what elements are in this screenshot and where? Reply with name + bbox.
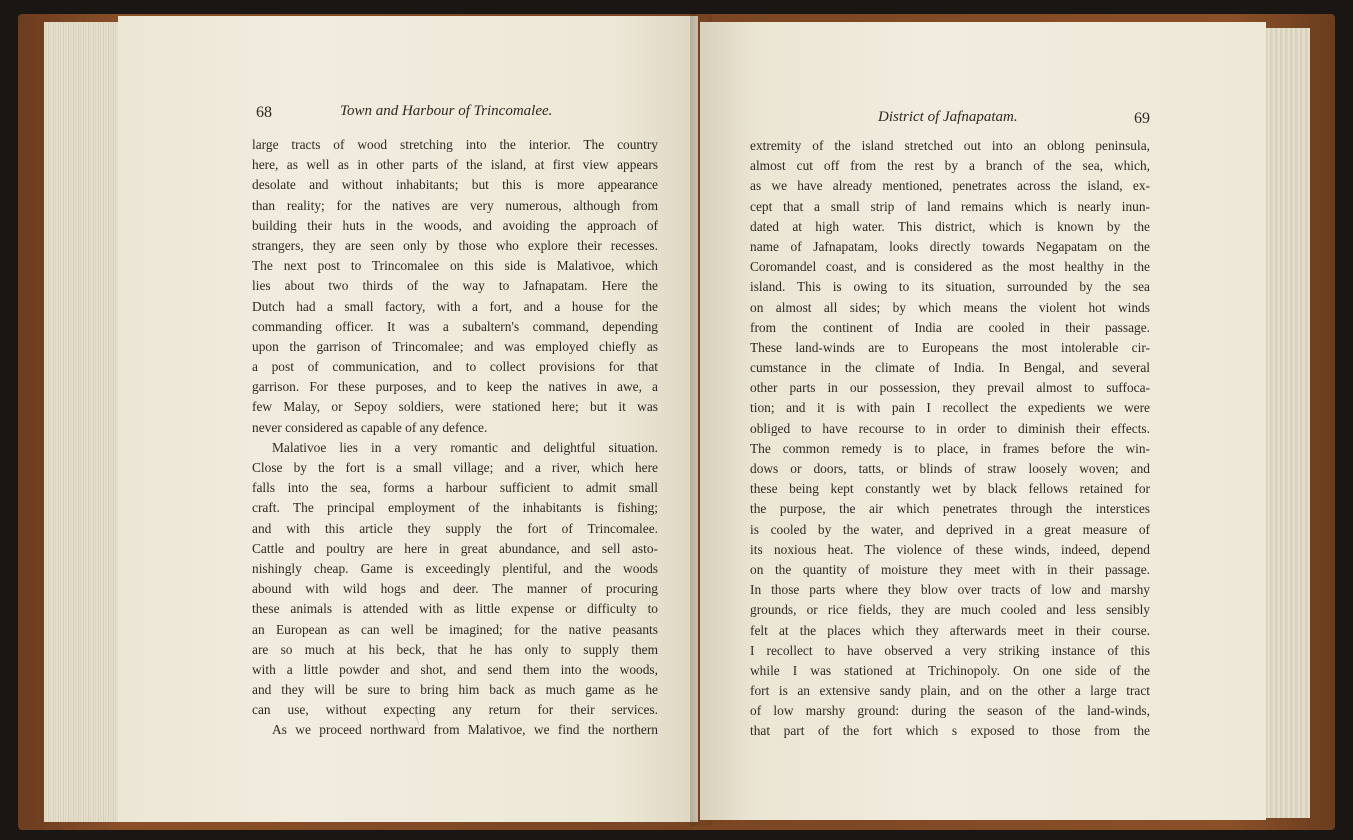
text-line: Cattle and poultry are here in great abundance, and sell asto- bbox=[252, 540, 658, 556]
text-line: are so much at his beck, that he has only to supply them bbox=[252, 641, 658, 657]
text-line: As we proceed northward from Malativoe, we find the northern bbox=[272, 722, 658, 738]
left-page-number: 68 bbox=[256, 104, 272, 121]
text-line: and with this article they supply the fort of Trincomalee. bbox=[252, 520, 658, 536]
text-line: grounds, or rice fields, they are much cooled and less sensibly bbox=[750, 602, 1150, 618]
text-line: from the continent of India are cooled in their passage. bbox=[750, 319, 1150, 335]
text-line: can use, without expecting any return for their services. bbox=[252, 702, 658, 718]
text-line: never considered as capable of any defence. bbox=[252, 419, 488, 435]
text-line: name of Jafnapatam, looks directly towards Negapatam on the bbox=[750, 238, 1150, 254]
text-line: dows or doors, tatts, or blinds of straw loosely woven; and bbox=[750, 461, 1150, 476]
text-line: here, as well as in other parts of the island, at first view appears bbox=[252, 157, 658, 173]
text-line: with a little powder and shot, and send them into the woods, bbox=[252, 661, 658, 677]
text-line: nishingly cheap. Game is exceedingly plentiful, and the woods bbox=[252, 560, 658, 576]
right-running-head: District of Jafnapatam. bbox=[878, 109, 1018, 125]
text-line: almost cut off from the rest by a branch of the sea, which, bbox=[750, 158, 1150, 174]
text-line: and they will be sure to bring him back as much game as he bbox=[252, 682, 658, 698]
text-line: obliged to have recourse to in order to diminish their effects. bbox=[750, 420, 1150, 436]
text-line: extremity of the island stretched out into an oblong peninsula, bbox=[750, 138, 1150, 153]
text-line: felt at the places which they afterwards meet in their course. bbox=[750, 622, 1150, 638]
text-line: that part of the fort which s exposed to those from the bbox=[750, 723, 1150, 739]
text-line: garrison. For these purposes, and to keep the natives in awe, a bbox=[252, 379, 658, 395]
text-line: the purpose, the air which penetrates through the interstices bbox=[750, 501, 1150, 517]
text-line: fort is an extensive sandy plain, and on the other a large tract bbox=[750, 683, 1150, 699]
text-line: falls into the sea, forms a harbour sufficient to admit small bbox=[252, 480, 658, 496]
text-line: desolate and without inhabitants; but this is more appearance bbox=[252, 177, 658, 193]
text-line: building their huts in the woods, and avoiding the approach of bbox=[252, 217, 658, 233]
text-line: is cooled by the water, and deprived in a great measure of bbox=[750, 521, 1150, 537]
text-line: Close by the fort is a small village; and a river, which here bbox=[252, 460, 658, 475]
text-line: In those parts where they blow over tracts of low and marshy bbox=[750, 582, 1150, 598]
text-line: on almost all sides; by which means the violent hot winds bbox=[750, 299, 1150, 315]
right-page bbox=[700, 22, 1266, 820]
text-line: of low marshy ground: during the season of the land-winds, bbox=[750, 703, 1150, 719]
text-line: Malativoe lies in a very romantic and delightful situation. bbox=[272, 439, 658, 455]
text-line: while I was stationed at Trichinopoly. On one side of the bbox=[750, 662, 1150, 678]
text-line: a post of communication, and to collect provisions for that bbox=[252, 359, 658, 375]
text-line: commanding officer. It was a subaltern's command, depending bbox=[252, 318, 658, 334]
text-line: dated at high water. This district, which is known by the bbox=[750, 218, 1150, 234]
text-line: large tracts of wood stretching into the interior. The country bbox=[252, 137, 658, 152]
text-line: I recollect to have observed a very striking instance of this bbox=[750, 642, 1150, 658]
text-line: other parts in our possession, they prevail almost to suffoca- bbox=[750, 380, 1150, 396]
text-line: as we have already mentioned, penetrates across the island, ex- bbox=[750, 178, 1150, 194]
text-line: its noxious heat. The violence of these winds, indeed, depend bbox=[750, 541, 1150, 557]
text-line: abound with wild hogs and deer. The manner of procuring bbox=[252, 581, 658, 597]
text-line: These land-winds are to Europeans the most intolerable cir- bbox=[750, 339, 1150, 355]
text-line: upon the garrison of Trincomalee; and was employed chiefly as bbox=[252, 338, 658, 354]
page-edges-right bbox=[1262, 28, 1310, 818]
left-running-head: Town and Harbour of Trincomalee. bbox=[340, 103, 553, 119]
text-line: than reality; for the natives are very numerous, although from bbox=[252, 197, 658, 213]
text-line: Coromandel coast, and is considered as the most healthy in the bbox=[750, 259, 1150, 275]
text-line: few Malay, or Sepoy soldiers, were stationed here; but it was bbox=[252, 399, 658, 415]
text-line: island. This is owing to its situation, surrounded by the sea bbox=[750, 279, 1150, 295]
text-line: tion; and it is with pain I recollect the expedients we were bbox=[750, 400, 1150, 416]
left-page-text bbox=[252, 135, 658, 741]
text-line: cept that a small strip of land remains which is nearly inun- bbox=[750, 198, 1150, 214]
text-line: The common remedy is to place, in frames before the win- bbox=[750, 440, 1150, 456]
text-line: cumstance in the climate of India. In Bengal, and several bbox=[750, 360, 1150, 376]
text-line: strangers, they are seen only by those who explore their recesses. bbox=[252, 237, 658, 253]
right-page-text bbox=[750, 136, 1150, 742]
text-line: these animals is attended with as little expense or difficulty to bbox=[252, 601, 658, 617]
text-line: lies about two thirds of the way to Jafnapatam. Here the bbox=[252, 278, 658, 294]
text-line: these being kept constantly wet by black fellows retained for bbox=[750, 481, 1150, 497]
left-page bbox=[118, 16, 698, 822]
text-line: craft. The principal employment of the inhabitants is fishing; bbox=[252, 500, 658, 516]
text-line: an European as can well be imagined; for the native peasants bbox=[252, 621, 658, 637]
text-line: The next post to Trincomalee on this side is Malativoe, which bbox=[252, 258, 658, 274]
text-line: on the quantity of moisture they meet with in their passage. bbox=[750, 561, 1150, 577]
text-line: Dutch had a small factory, with a fort, and a house for the bbox=[252, 298, 658, 314]
right-page-number: 69 bbox=[1134, 110, 1150, 127]
